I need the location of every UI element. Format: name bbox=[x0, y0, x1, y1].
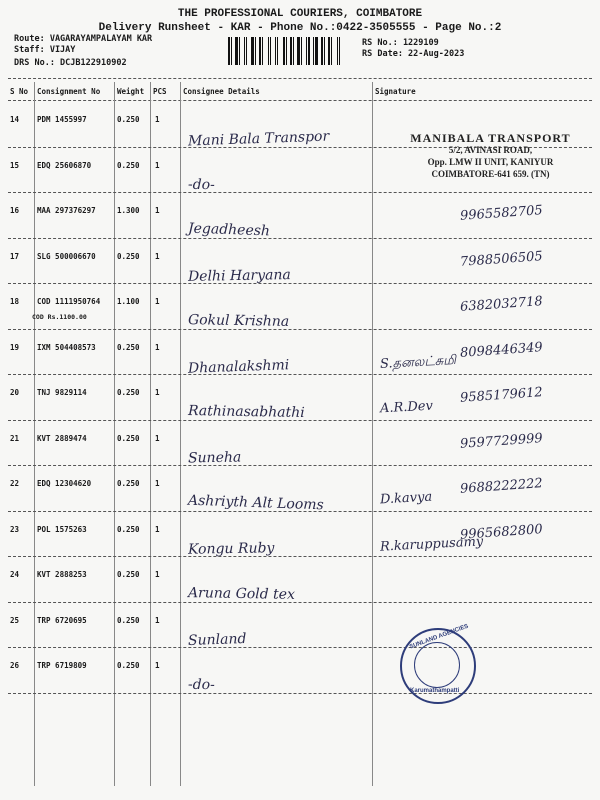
row-divider bbox=[8, 647, 592, 648]
barcode-bar bbox=[308, 37, 310, 65]
row-divider bbox=[8, 465, 592, 466]
barcode-bar bbox=[315, 37, 318, 65]
barcode-bar bbox=[326, 37, 327, 65]
column-line bbox=[150, 82, 151, 786]
row-pcs: 1 bbox=[155, 615, 160, 625]
row-sno: 26 bbox=[10, 661, 20, 670]
row-signature: A.R.Dev bbox=[379, 398, 434, 417]
row-sno: 20 bbox=[10, 388, 20, 397]
barcode-bar bbox=[235, 37, 238, 65]
barcode-bar bbox=[297, 37, 300, 65]
row-consignee-name: Sunland bbox=[187, 630, 247, 649]
row-consignment-no: TRP 6719809 bbox=[37, 661, 87, 670]
row-divider bbox=[8, 693, 592, 694]
barcode-bar bbox=[293, 37, 294, 65]
barcode-bar bbox=[270, 37, 271, 65]
row-consignment-no: TRP 6720695 bbox=[37, 615, 87, 625]
row-weight: 1.100 bbox=[117, 297, 140, 306]
row-consignment-no: EDQ 12304620 bbox=[37, 479, 92, 488]
row-pcs: 1 bbox=[155, 160, 160, 170]
row-consignee-name: -do- bbox=[187, 676, 215, 694]
row-cod-amount: COD Rs.1100.00 bbox=[32, 313, 87, 321]
barcode-bar bbox=[328, 37, 330, 65]
row-pcs: 1 bbox=[155, 388, 160, 397]
barcode-bar bbox=[313, 37, 314, 65]
row-sno: 17 bbox=[10, 251, 20, 261]
row-consignee-name: Kongu Ruby bbox=[187, 539, 275, 558]
row-pcs: 1 bbox=[155, 251, 160, 261]
row-phone: 9965682800 bbox=[459, 521, 544, 543]
barcode-bar bbox=[228, 37, 230, 65]
barcode-bar bbox=[333, 37, 336, 65]
row-consignee-name: Suneha bbox=[187, 449, 242, 466]
barcode-bar bbox=[248, 37, 250, 65]
barcode-bar bbox=[321, 37, 323, 65]
row-phone: 6382032718 bbox=[459, 294, 544, 315]
row-sno: 16 bbox=[10, 206, 20, 215]
stamp-line: MANIBALA TRANSPORT bbox=[410, 131, 571, 145]
row-consignment-no: KVT 2889474 bbox=[37, 433, 87, 443]
row-phone: 9688222222 bbox=[459, 476, 544, 497]
row-sno: 18 bbox=[10, 297, 20, 306]
row-signature: D.kavya bbox=[379, 489, 433, 508]
barcode-bar bbox=[272, 37, 274, 65]
barcode-bar bbox=[231, 37, 232, 65]
barcode-bar bbox=[301, 37, 302, 65]
transport-stamp bbox=[388, 132, 593, 180]
company-seal bbox=[400, 623, 476, 704]
row-sno: 23 bbox=[10, 524, 20, 534]
row-divider bbox=[8, 329, 592, 330]
row-consignment-no: EDQ 25606870 bbox=[37, 160, 92, 170]
row-consignment-no: MAA 297376297 bbox=[37, 206, 96, 215]
row-phone: 7988506505 bbox=[459, 248, 544, 270]
row-pcs: 1 bbox=[155, 433, 160, 443]
barcode-bar bbox=[337, 37, 338, 65]
columns-divider bbox=[8, 100, 592, 101]
column-line bbox=[114, 82, 115, 786]
seal-text: SUNLAND AGENCIES bbox=[408, 623, 470, 651]
row-divider bbox=[8, 420, 592, 421]
barcode-bar bbox=[319, 37, 320, 65]
barcode-bar bbox=[257, 37, 258, 65]
row-divider bbox=[8, 192, 592, 193]
row-weight: 0.250 bbox=[117, 115, 140, 124]
row-sno: 22 bbox=[10, 479, 20, 488]
drs-number: DRS No.: DCJB122910902 bbox=[14, 58, 127, 68]
row-consignment-no: SLG 500006670 bbox=[37, 251, 96, 261]
row-pcs: 1 bbox=[155, 115, 160, 124]
header-divider bbox=[8, 78, 592, 79]
row-consignee-name: -do- bbox=[187, 176, 215, 193]
seal-inner-ring bbox=[414, 642, 460, 688]
row-sno: 19 bbox=[10, 342, 20, 352]
row-signature: R.karuppusamy bbox=[379, 533, 484, 555]
row-consignee-name: Mani Bala Transpor bbox=[187, 128, 330, 150]
row-consignment-no: IXM 504408573 bbox=[37, 342, 96, 352]
barcode-bar bbox=[239, 37, 240, 65]
barcode-bar bbox=[283, 37, 285, 65]
runsheet-title: Delivery Runsheet - KAR - Phone No.:0422-3505555 - Page No.:2 bbox=[98, 22, 502, 34]
row-phone: 9597729999 bbox=[459, 430, 544, 452]
row-pcs: 1 bbox=[155, 206, 160, 215]
barcode-bar bbox=[279, 37, 282, 65]
route-label: Route: VAGARAYAMPALAYAM KAR bbox=[14, 34, 153, 44]
barcode-image bbox=[228, 37, 358, 65]
column-line bbox=[372, 82, 373, 786]
barcode-bar bbox=[275, 37, 276, 65]
barcode-bar bbox=[331, 37, 332, 65]
row-pcs: 1 bbox=[155, 661, 160, 670]
row-divider bbox=[8, 602, 592, 603]
row-divider bbox=[8, 556, 592, 557]
row-weight: 0.250 bbox=[117, 342, 140, 352]
barcode-bar bbox=[288, 37, 289, 65]
col-consignment: Consignment No bbox=[37, 87, 101, 96]
row-consignee-name: Gokul Krishna bbox=[187, 312, 290, 330]
row-divider bbox=[8, 283, 592, 284]
column-line bbox=[34, 82, 35, 786]
row-consignee-name: Dhanalakshmi bbox=[187, 356, 290, 377]
row-phone: 8098446349 bbox=[459, 339, 544, 361]
row-divider bbox=[8, 374, 592, 375]
seal-text: Karumathampatti bbox=[410, 688, 460, 694]
row-consignment-no: POL 1575263 bbox=[37, 524, 87, 534]
barcode-bar bbox=[246, 37, 247, 65]
barcode-bar bbox=[277, 37, 278, 65]
barcode-bar bbox=[306, 37, 307, 65]
row-pcs: 1 bbox=[155, 570, 160, 579]
row-signature: S.தனலட்சுமி bbox=[379, 352, 457, 372]
row-consignment-no: PDM 1455997 bbox=[37, 115, 87, 124]
row-weight: 0.250 bbox=[117, 160, 140, 170]
row-consignee-name: Ashriyth Alt Looms bbox=[187, 492, 325, 514]
row-weight: 0.250 bbox=[117, 661, 140, 670]
barcode-bar bbox=[295, 37, 296, 65]
barcode-bar bbox=[244, 37, 245, 65]
col-pcs: PCS bbox=[153, 87, 167, 96]
row-divider bbox=[8, 238, 592, 239]
barcode-bar bbox=[303, 37, 305, 65]
barcode-bar bbox=[286, 37, 287, 65]
row-weight: 0.250 bbox=[117, 615, 140, 625]
stamp-line: COIMBATORE-641 659. (TN) bbox=[431, 169, 550, 179]
row-sno: 15 bbox=[10, 160, 20, 170]
barcode-bar bbox=[339, 37, 340, 65]
barcode-bar bbox=[268, 37, 269, 65]
row-consignee-name: Delhi Haryana bbox=[187, 266, 291, 285]
staff-label: Staff: VIJAY bbox=[14, 45, 76, 55]
barcode-bar bbox=[324, 37, 325, 65]
row-weight: 0.250 bbox=[117, 251, 140, 261]
barcode-bar bbox=[251, 37, 254, 65]
row-consignee-name: Aruna Gold tex bbox=[187, 585, 296, 603]
col-sno: S No bbox=[10, 87, 29, 96]
barcode-bar bbox=[264, 37, 267, 65]
barcode-bar bbox=[262, 37, 263, 65]
row-sno: 14 bbox=[10, 115, 20, 124]
row-consignee-name: Jegadheesh bbox=[187, 220, 271, 240]
barcode-bar bbox=[311, 37, 312, 65]
row-consignment-no: TNJ 9829114 bbox=[37, 388, 87, 397]
barcode-bar bbox=[290, 37, 292, 65]
row-consignment-no: KVT 2888253 bbox=[37, 570, 87, 579]
column-line bbox=[180, 82, 181, 786]
row-weight: 0.250 bbox=[117, 388, 140, 397]
row-weight: 0.250 bbox=[117, 479, 140, 488]
row-pcs: 1 bbox=[155, 524, 160, 534]
row-weight: 0.250 bbox=[117, 570, 140, 579]
row-phone: 9965582705 bbox=[459, 203, 544, 224]
row-weight: 1.300 bbox=[117, 206, 140, 215]
row-pcs: 1 bbox=[155, 479, 160, 488]
stamp-line: Opp. LMW II UNIT, KANIYUR bbox=[427, 157, 554, 167]
rs-number: RS No.: 1229109 bbox=[362, 38, 439, 48]
row-phone: 9585179612 bbox=[459, 385, 544, 406]
barcode-bar bbox=[233, 37, 234, 65]
row-pcs: 1 bbox=[155, 342, 160, 352]
barcode-bar bbox=[341, 37, 343, 65]
row-divider bbox=[8, 511, 592, 512]
col-signature: Signature bbox=[375, 87, 416, 96]
barcode-bar bbox=[255, 37, 256, 65]
col-consignee: Consignee Details bbox=[183, 87, 260, 96]
row-sno: 25 bbox=[10, 615, 20, 625]
row-consignee-name: Rathinasabhathi bbox=[187, 402, 305, 422]
row-consignment-no: COD 1111950764 bbox=[37, 297, 101, 306]
company-title: THE PROFESSIONAL COURIERS, COIMBATORE bbox=[177, 8, 423, 20]
stamp-line: 5/2, AVINASI ROAD, bbox=[448, 145, 533, 155]
barcode-bar bbox=[241, 37, 243, 65]
row-sno: 24 bbox=[10, 570, 20, 579]
barcode-bar bbox=[259, 37, 261, 65]
row-weight: 0.250 bbox=[117, 433, 140, 443]
row-sno: 21 bbox=[10, 433, 20, 443]
col-weight: Weight bbox=[117, 87, 145, 96]
row-pcs: 1 bbox=[155, 297, 160, 306]
rs-date: RS Date: 22-Aug-2023 bbox=[362, 49, 465, 59]
row-weight: 0.250 bbox=[117, 524, 140, 534]
